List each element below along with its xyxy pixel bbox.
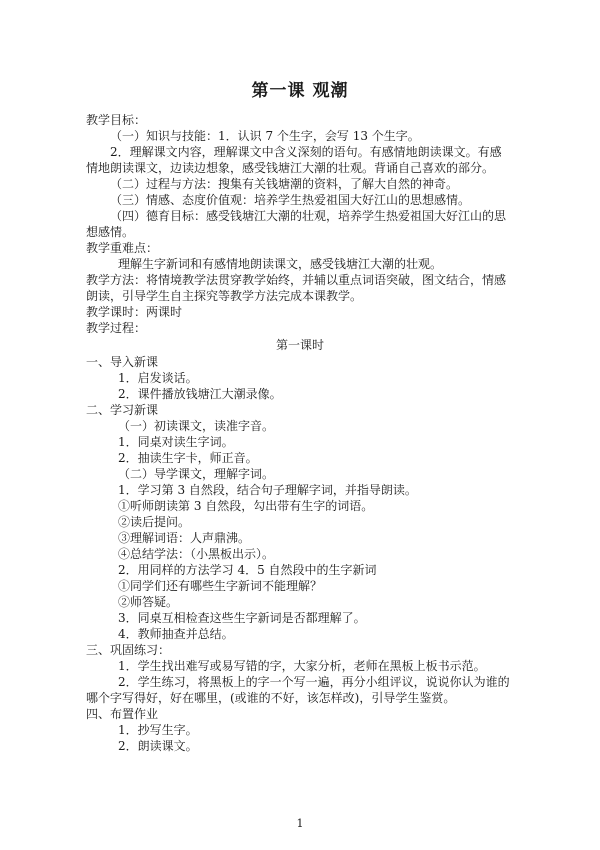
text-line: 2．用同样的方法学习 4．5 自然段中的生字新词 (118, 563, 377, 577)
text-line: 朗读，引导学生自主探究等教学方法完成本课教学。 (86, 289, 363, 303)
text-line: 2．理解课文内容，理解课文中含义深刻的语句。有感情地朗读课文。有感 (110, 145, 502, 159)
text-line: （四）德育目标：感受钱塘江大潮的壮观，培养学生热爱祖国大好江山的思 (110, 209, 507, 223)
section-heading: 教学课时：两课时 (86, 305, 183, 319)
text-line: 1．同桌对读生字词。 (118, 435, 234, 449)
text-line: 理解生字新词和有感情地朗读课文，感受钱塘江大潮的壮观。 (118, 257, 443, 271)
text-line: 1．启发谈话。 (118, 371, 198, 385)
text-line: 2．课件播放钱塘江大潮录像。 (118, 387, 282, 401)
text-line: 4．教师抽查并总结。 (118, 627, 234, 641)
section-heading: 教学目标： (86, 113, 147, 127)
text-line: 3．同桌互相检查这些生字新词是否都理解了。 (118, 611, 366, 625)
section-heading: 四、布置作业 (86, 707, 159, 721)
text-line: 2．学生练习，将黑板上的字一个写一遍，再分小组评议，说说你认为谁的 (118, 675, 510, 689)
text-line: 2．朗读课文。 (118, 739, 198, 753)
text-line: 1．学生找出难写或易写错的字，大家分析，老师在黑板上板书示范。 (118, 659, 486, 673)
text-line: 情地朗读课文，边读边想象，感受钱塘江大潮的壮观。背诵自己喜欢的部分。 (86, 161, 495, 175)
text-line: 1．学习第 3 自然段，结合句子理解字词，并指导朗读。 (118, 483, 417, 497)
text-line: 1．抄写生字。 (118, 723, 198, 737)
text-line: （一）初读课文，读准字音。 (118, 419, 275, 433)
text-line: （三）情感、态度价值观：培养学生热爱祖国大好江山的思想感情。 (110, 193, 471, 207)
section-heading: 教学方法：将情境教学法贯穿教学始终，并辅以重点词语突破，图文结合，情感 (86, 273, 507, 287)
section-heading: 三、巩固练习： (86, 643, 171, 657)
section-heading: 二、学习新课 (86, 403, 159, 417)
text-line: ②读后提问。 (118, 515, 191, 529)
text-line: （二）过程与方法：搜集有关钱塘潮的资料，了解大自然的神奇。 (110, 177, 459, 191)
text-line: 哪个字写得好，好在哪里，(或谁的不好，该怎样改)，引导学生鉴赏。 (86, 691, 456, 705)
page-title: 第一课 观潮 (251, 81, 349, 101)
text-line: 2．抽读生字卡，师正音。 (118, 451, 258, 465)
section-heading: 一、导入新课 (86, 355, 159, 369)
text-line: ①听师朗读第 3 自然段，勾出带有生字的词语。 (118, 499, 374, 513)
lesson-period-heading: 第一课时 (275, 338, 324, 352)
text-line: 想感情。 (86, 225, 135, 239)
text-line: ①同学们还有哪些生字新词不能理解？ (118, 579, 323, 593)
text-line: ④总结学法：（小黑板出示）。 (118, 547, 275, 561)
page-number: 1 (296, 817, 304, 830)
text-line: （二）导学课文，理解字词。 (118, 467, 275, 481)
section-heading: 教学过程： (86, 321, 147, 335)
text-line: ②师答疑。 (118, 595, 179, 609)
text-line: （一）知识与技能：1．认识 7 个生字，会写 13 个生字。 (110, 129, 420, 143)
section-heading: 教学重难点： (86, 241, 159, 255)
text-line: ③理解词语：人声鼎沸。 (118, 531, 251, 545)
